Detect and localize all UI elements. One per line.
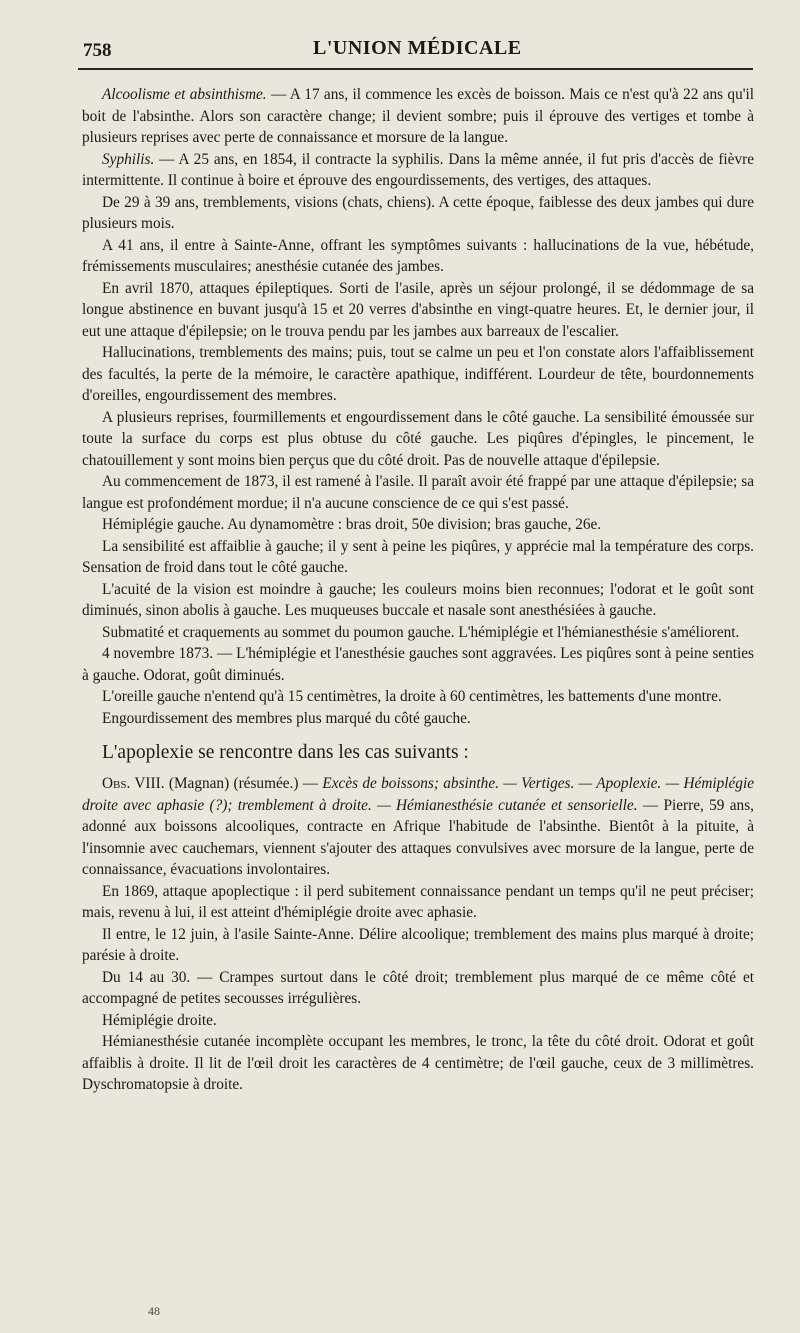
paragraph bbox=[82, 622, 754, 644]
paragraph bbox=[82, 1031, 754, 1096]
paragraph bbox=[82, 643, 754, 686]
paragraph-text: Du 14 au 30. — Crampes surtout dans le côté droit; tremblement plus marqué de ce même côté et accompagné de petites secousses irrégulières. bbox=[82, 968, 754, 1007]
paragraph bbox=[82, 84, 754, 149]
paragraph-lead: Alcoolisme et absinthisme. bbox=[102, 86, 267, 103]
paragraph-text: Au commencement de 1873, il est ramené à l'asile. Il paraît avoir été frappé par une attaque d'épilepsie; sa langue est profondément mordue; il n'a aucune conscience de ce qui s'est passé. bbox=[82, 473, 754, 512]
paragraph bbox=[82, 192, 754, 235]
paragraph bbox=[82, 536, 754, 579]
observation-tag: Obs. VIII. bbox=[102, 775, 165, 792]
paragraph-lead: Syphilis. bbox=[102, 150, 155, 168]
paragraph-text: Hémiplégie gauche. Au dynamomètre : bras droit, 50e division; bras gauche, 26e. bbox=[102, 516, 602, 533]
paragraph-text: Hémiplégie droite. bbox=[102, 1011, 217, 1029]
paragraph bbox=[82, 1010, 754, 1032]
paragraph-text: L'acuité de la vision est moindre à gauche; les couleurs moins bien reconnues; l'odorat et le goût sont diminués, sinon abolis à gauche. Les muqueuses buccale et nasale sont anesthésiées à gauche. bbox=[82, 580, 754, 619]
paragraph bbox=[82, 924, 754, 967]
paragraph-text: De 29 à 39 ans, tremblements, visions (chats, chiens). A cette époque, faiblesse des deux jambes qui dure plusieurs mois. bbox=[82, 193, 754, 232]
paragraph bbox=[82, 235, 754, 278]
paragraph-text: Submatité et craquements au sommet du poumon gauche. L'hémiplégie et l'hémianesthésie s'améliorent. bbox=[102, 623, 740, 641]
article-body bbox=[82, 84, 754, 1096]
paragraph bbox=[82, 407, 754, 472]
paragraph bbox=[82, 342, 754, 407]
paragraph-text: En 1869, attaque apoplectique : il perd subitement connaissance pendant un temps qu'il ne peut préciser; mais, revenu à lui, il est atteint d'hémiplégie droite avec aphasie. bbox=[82, 882, 754, 921]
paragraph-text: La sensibilité est affaiblie à gauche; il y sent à peine les piqûres, y apprécie mal la température des corps. Sensation de froid dans tout le côté gauche. bbox=[82, 537, 754, 576]
paragraph-text: Il entre, le 12 juin, à l'asile Sainte-Anne. Délire alcoolique; tremblement des mains plus marqué à droite; parésie à droite. bbox=[82, 925, 754, 964]
paragraph-text: Engourdissement des membres plus marqué du côté gauche. bbox=[102, 709, 471, 727]
section-heading: L'apoplexie se rencontre dans les cas suivants : bbox=[102, 742, 469, 763]
page-number: 758 bbox=[83, 40, 112, 61]
paragraph bbox=[82, 579, 754, 622]
paragraph bbox=[82, 149, 754, 192]
running-title: L'UNION MÉDICALE bbox=[313, 37, 522, 59]
paragraph bbox=[82, 686, 754, 708]
paragraph-text: Hallucinations, tremblements des mains; puis, tout se calme un peu et l'on constate alors l'affaiblissement des facultés, la perte de la mémoire, le caractère apathique, indifférent. Lourdeur de tête, bourdonnements d'oreilles, engourdissement des membres. bbox=[82, 344, 754, 404]
header-rule bbox=[78, 68, 753, 70]
paragraph-text: 4 novembre 1873. — L'hémiplégie et l'anesthésie gauches sont aggravées. Les piqûres sont à peine senties à gauche. Odorat, goût diminués. bbox=[82, 645, 754, 684]
signature-mark: 48 bbox=[148, 1304, 160, 1318]
paragraph-text: — A 17 ans, il commence les excès de boisson. Mais ce n'est qu'à 22 ans qu'il boit de l'absinthe. Alors son caractère change; il devient sombre; puis il éprouve des vertiges et tombe à plusieurs reprises avec perte de connaissance et morsure de la langue. bbox=[82, 86, 754, 146]
page-header bbox=[83, 30, 751, 62]
paragraph bbox=[82, 967, 754, 1010]
paragraph bbox=[82, 881, 754, 924]
paragraph-text: L'oreille gauche n'entend qu'à 15 centimètres, la droite à 60 centimètres, les battements d'une montre. bbox=[102, 688, 722, 705]
paragraph-text: Hémianesthésie cutanée incomplète occupant les membres, le tronc, la tête du côté droit. Odorat et goût affaiblis à droite. Il lit de l'œil droit les caractères de 4 centimètre; de l'œil gauche, ceux de 3 millimètres. Dyschromatopsie à droite. bbox=[82, 1033, 754, 1093]
paragraph-text: En avril 1870, attaques épileptiques. Sorti de l'asile, après un séjour prolongé, il se dédommage de sa longue abstinence en buvant jusqu'à 15 et 20 verres d'absinthe en vingt-quatre heures. Et, le dernier jour, il eut une attaque d'épilepsie; on le trouva pendu par les jambes aux barreaux de l'escalier. bbox=[82, 279, 754, 340]
observation-paragraph bbox=[82, 773, 754, 881]
paragraph-text: — A 25 ans, en 1854, il contracte la syphilis. Dans la même année, il fut pris d'accès de fièvre intermittente. Il continue à boire et éprouve des engourdissements, des vertiges, des attaques. bbox=[82, 150, 754, 189]
paragraph bbox=[82, 278, 754, 343]
observation-summary: Excès de boissons; absinthe. — Vertiges. — Apoplexie. — Hémiplégie droite avec aphasie (?); tremblement à droite. — Hémianesthésie cutanée et sensorielle. bbox=[82, 775, 754, 814]
observation-intro: (Magnan) (résumée.) — bbox=[164, 775, 323, 792]
paragraph bbox=[82, 514, 754, 536]
paragraph bbox=[82, 708, 754, 730]
paragraph-text: A plusieurs reprises, fourmillements et engourdissement dans le côté gauche. La sensibilité émoussée sur toute la surface du corps est plus obtuse du côté gauche. Les piqûres d'épingles, le pincement, le chatouillement y sont moins bien perçus que du côté droit. Pas de nouvelle attaque d'épilepsie. bbox=[82, 408, 754, 469]
paragraph bbox=[82, 471, 754, 514]
paragraph-text: A 41 ans, il entre à Sainte-Anne, offrant les symptômes suivants : hallucinations de la vue, hébétude, frémissements musculaires; anesthésie cutanée des jambes. bbox=[82, 236, 754, 275]
observation-text: — Pierre, 59 ans, adonné aux boissons alcooliques, contracte en Afrique l'habitude de l'absinthe. Bientôt à la pituite, à l'insomnie avec cauchemars, viennent s'ajouter des attaques convulsives avec morsure de la langue, perte de connaissance, évacuations involontaires. bbox=[82, 796, 754, 878]
